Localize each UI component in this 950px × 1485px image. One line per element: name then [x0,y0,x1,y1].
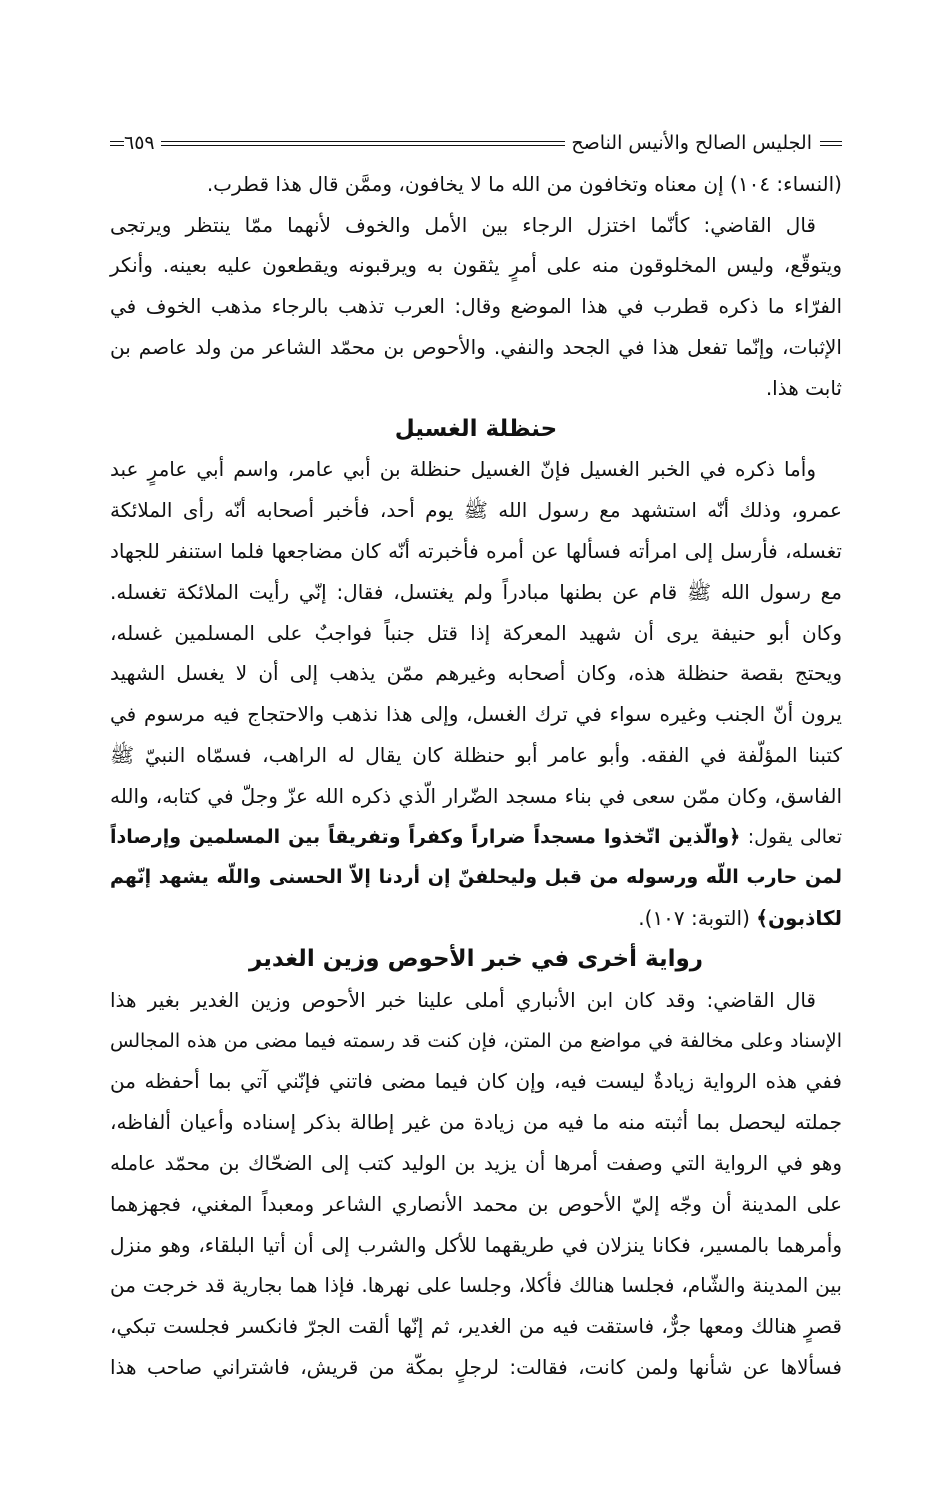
text-line [110,449,842,490]
header-rule-right [820,141,842,146]
text-segment: وأما ذكره في الخبر الغسيل فإنّ الغسيل حنظلة بن أبي عامر، واسم أبي عامرٍ عبد [110,457,816,482]
text-segment: على المدينة أن وجّه إليّ الأحوص بن محمد الأنصاري الشاعر ومعبداً المغني، فجهزهما [110,1191,842,1216]
text-line [110,1347,842,1388]
text-line [110,1021,842,1062]
text-segment: الفاسق، وكان ممّن سعى في بناء مسجد الضّرار الّذي ذكره الله عزّ وجلّ في كتابه، والله [110,783,842,808]
text-segment: وكان أبو حنيفة يرى أن شهيد المعركة إذا قتل جنباً فواجبٌ على المسلمين غسله، [110,620,842,645]
text-segment: فسألاها عن شأنها ولمن كانت، فقالت: لرجلٍ بمكّة من قريش، فاشتراني صاحب هذا [110,1354,842,1379]
text-segment: قال القاضي: وقد كان ابن الأنباري أملى علينا خبر الأحوص وزين الغدير بغير هذا [110,987,816,1012]
text-segment: ويتوقّع، وليس المخلوقون منه على أمرٍ يثقون به ويرقبونه ويقطعون عليه بعينه. وأنكر [110,253,842,278]
text-line [110,327,842,368]
text-line [110,1265,842,1306]
quran-verse-text: لكاذبون﴾ [756,906,842,931]
book-title: الجليس الصالح والأنيس الناصح [571,132,812,155]
text-segment: قال القاضي: كأنّما اختزل الرجاء بين الأمل والخوف لأنهما ممّا ينتظر ويرتجى [110,212,816,237]
text-line [110,164,842,205]
text-segment: ثابت هذا. [765,375,842,400]
text-line [110,572,842,613]
text-line [110,368,842,409]
running-header [110,123,842,164]
header-rule-left [110,141,124,146]
text-line [110,1225,842,1266]
section-heading: حنظلة الغسيل [394,415,558,442]
text-segment: جملته ليحصل بما أثبته منه ما فيه من زيادة من غير إطالة بذكر إسناده وأعيان ألفاظه، [110,1110,842,1135]
text-segment: ويحتج بقصة حنظلة هذه، وكان أصحابه وغيرهم ممّن يذهب إلى أن لا يغسل الشهيد [110,661,842,686]
text-line [110,653,842,694]
text-segment: مع رسول الله ﷺ قام عن بطنها مبادراً ولم يغتسل، فقال: إنّي رأيت الملائكة تغسله. [110,579,842,604]
text-line [110,1306,842,1347]
text-line [110,205,842,246]
text-line [110,857,842,898]
page-number: ٦٥٩ [124,132,155,155]
page-body [110,164,842,1388]
text-segment: الإثبات، وإنّما تفعل هذا في الجحد والنفي. والأحوص بن محمّد الشاعر من ولد عاصم بن [110,334,842,359]
text-segment: ففي هذه الرواية زيادةٌ ليست فيه، وإن كان فيما مضى فاتني فإنّني آتي بما أحفظه من [110,1069,842,1094]
text-segment: الفرّاء ما ذكره قطرب في هذا الموضع وقال: العرب تذهب بالرجاء مذهب الخوف في [110,294,842,319]
text-segment: تغسله، فأرسل إلى امرأته فسألها عن أمره فأخبرته أنّه كان مضاجعها فلما استنفر للجهاد [110,538,842,563]
text-line [110,286,842,327]
text-line [110,531,842,572]
text-line [110,980,842,1021]
text-line [110,898,842,939]
text-line [110,776,842,817]
text-segment: عمرو، وذلك أنّه استشهد مع رسول الله ﷺ يوم أحد، فأخبر أصحابه أنّه رأى الملائكة [110,498,842,523]
text-segment: كتبنا المؤلّفة في الفقه. وأبو عامر أبو حنظلة كان يقال له الراهب، فسمّاه النبيّ ﷺ [110,742,842,767]
text-line [110,735,842,776]
text-line [110,817,842,858]
text-line [110,613,842,654]
text-segment: يرون أنّ الجنب وغيره سواء في ترك الغسل، وإلى هذا نذهب والاحتجاج فيه مرسوم في [110,702,842,727]
text-line [110,1143,842,1184]
section-heading: رواية أخرى في خبر الأحوص وزين الغدير [248,945,704,972]
header-rule-middle [161,141,566,146]
text-line [110,490,842,531]
text-line [110,1102,842,1143]
text-segment: تعالى يقول: [740,825,842,848]
text-segment: الإسناد وعلى مخالفة في مواضع من المتن، فإن كنت قد رسمته فيما مضى من هذه المجالس [110,1029,842,1052]
quran-verse-text: ﴿والّذين اتّخذوا مسجداً ضراراً وكفراً وتفريقاً بين المسلمين وإرصاداً [110,825,741,848]
text-line [110,1061,842,1102]
text-segment: وهو في الرواية التي وصفت أمرها أن يزيد بن الوليد كتب إلى الضحّاك بن محمّد عامله [110,1150,842,1175]
text-line [110,245,842,286]
text-line [110,694,842,735]
text-segment: وأمرهما بالمسير، فكانا ينزلان في طريقهما للأكل والشرب إلى أن أتيا البلقاء، وهو منزل [110,1232,842,1257]
quran-verse-text: لمن حارب اللّه ورسوله من قبل وليحلفنّ إن أردنا إلاّ الحسنى واللّه يشهد إنّهم [110,866,842,889]
text-segment: (التوبة: ١٠٧). [638,906,757,931]
text-line [110,1184,842,1225]
text-segment: بين المدينة والشّام، فجلسا هنالك فأكلا، وجلسا على نهرها. فإذا هما بجارية قد خرجت من [110,1273,842,1298]
text-segment: (النساء: ١٠٤) إن معناه وتخافون من الله ما لا يخافون، وممَّن قال هذا قطرب. [206,171,842,196]
text-segment: قصرٍ هنالك ومعها جرٌّ، فاستقت فيه من الغدير، ثم إنّها ألقت الجرّ فانكسر فجلست تبكي، [110,1314,842,1339]
book-page [110,123,842,1388]
